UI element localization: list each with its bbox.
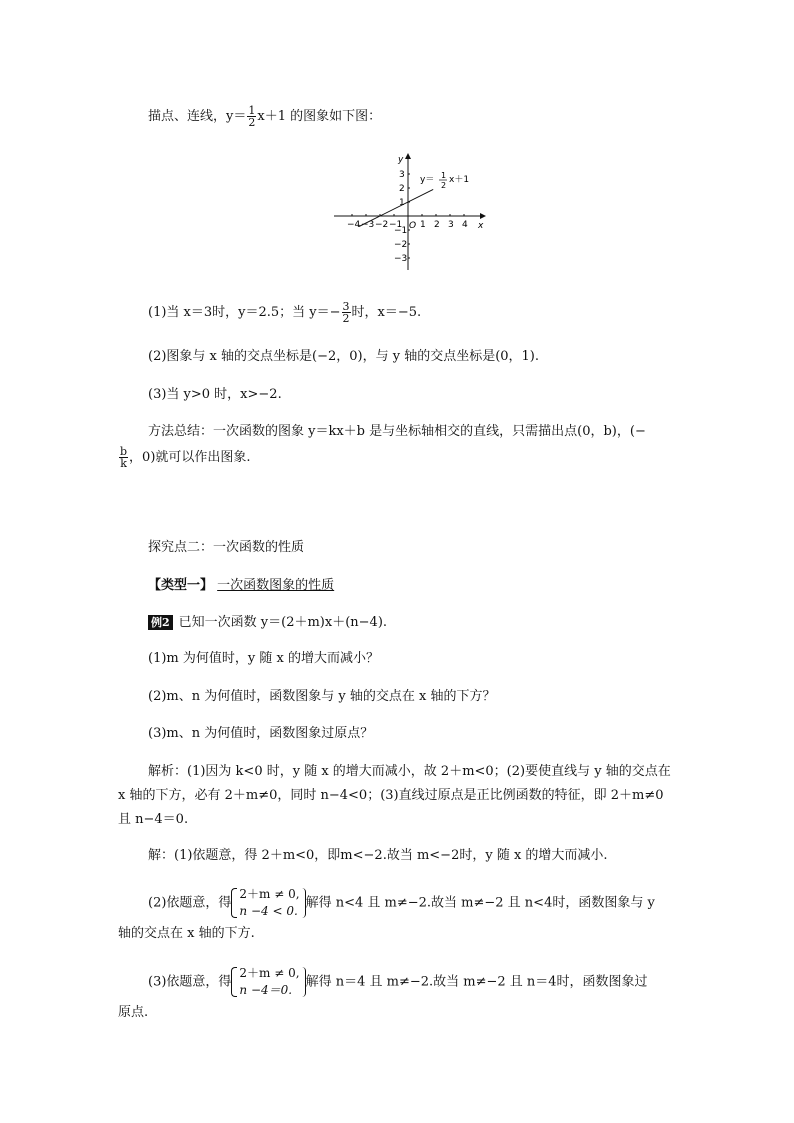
question-1: (1)m 为何值时，y 随 x 的增大而减小？ bbox=[148, 651, 379, 666]
y-tick-label: −2 bbox=[394, 240, 408, 250]
answer-1-prefix: (1)当 x＝3时，y＝2.5；当 y＝− bbox=[148, 305, 341, 320]
solution-3-eq1: 2＋m ≠ 0, bbox=[239, 966, 300, 980]
answer-1 bbox=[148, 301, 421, 324]
intro-fraction bbox=[247, 105, 256, 128]
x-axis-label: x bbox=[478, 221, 484, 231]
answer-1-suffix: 时，x＝−5. bbox=[351, 305, 422, 320]
x-tick-label: −4 bbox=[347, 220, 361, 230]
answer-2: (2)图象与 x 轴的交点坐标是(−2，0)，与 y 轴的交点坐标是(0，1). bbox=[148, 349, 540, 364]
solution-3-line2: 原点. bbox=[118, 1005, 149, 1020]
intro-frac-num: 1 bbox=[248, 104, 256, 117]
x-tick-label: −1 bbox=[389, 220, 403, 230]
x-tick-label: −3 bbox=[361, 220, 375, 230]
summary-suffix: ，0)就可以作出图象. bbox=[129, 450, 251, 465]
solution-1: 解：(1)依题意，得 2＋m<0，即m<−2.故当 m<−2时，y 随 x 的增大而减小. bbox=[148, 848, 608, 863]
eq-suffix: x＋1 bbox=[449, 175, 470, 185]
function-graph bbox=[330, 148, 490, 273]
solution-2-prefix: (2)依题意，得 bbox=[148, 895, 232, 911]
analysis-line1: 解析：(1)因为 k<0 时，y 随 x 的增大而减小，故 2＋m<0；(2)要使直线与 y 轴的交点在 bbox=[148, 764, 671, 779]
answer-1-frac-den: 2 bbox=[342, 312, 350, 325]
question-2: (2)m、n 为何值时，函数图象与 y 轴的交点在 x 轴的下方？ bbox=[148, 689, 496, 704]
summary-frac-num: b bbox=[120, 445, 128, 458]
analysis-line3: 且 n−4＝0. bbox=[118, 812, 189, 827]
example-badge: 例2 bbox=[148, 615, 173, 630]
eq-prefix: y＝ bbox=[420, 175, 435, 185]
x-tick-label: 1 bbox=[420, 220, 426, 230]
method-summary-line1: 方法总结：一次函数的图象 y＝kx＋b 是与坐标轴相交的直线，只需描出点(0，b)，(− bbox=[148, 424, 646, 439]
question-3: (3)m、n 为何值时，函数图象过原点？ bbox=[148, 726, 374, 741]
intro-frac-den: 2 bbox=[248, 116, 256, 129]
y-tick-label: 3 bbox=[399, 170, 405, 180]
line-equation-label bbox=[420, 171, 469, 190]
section-title: 探究点二：一次函数的性质 bbox=[148, 540, 305, 555]
solution-3-line1 bbox=[148, 965, 648, 999]
solution-2-suffix: 解得 n<4 且 m≠−2.故当 m≠−2 且 n<4时，函数图象与 y bbox=[305, 895, 655, 911]
answer-3: (3)当 y>0 时，x>−2. bbox=[148, 387, 282, 402]
solution-3-suffix: 解得 n＝4 且 m≠−2.故当 m≠−2 且 n＝4时，函数图象过 bbox=[305, 974, 648, 990]
eq-num: 1 bbox=[441, 171, 447, 180]
solution-3-eq2: n −4＝0. bbox=[239, 983, 293, 997]
x-tick-label: 4 bbox=[462, 220, 468, 230]
answer-1-frac-num: 3 bbox=[342, 300, 350, 313]
y-axis-label: y bbox=[398, 155, 404, 165]
method-summary-line2 bbox=[118, 446, 251, 469]
example-line bbox=[148, 613, 387, 633]
intro-prefix: 描点、连线，y＝ bbox=[148, 109, 247, 124]
x-tick-label: 3 bbox=[448, 220, 454, 230]
solution-2-eq2: n −4 < 0. bbox=[239, 904, 298, 918]
analysis-line2: x 轴的下方，必有 2＋m≠0，同时 n−4<0；(3)直线过原点是正比例函数的特征，即 2＋m≠0 bbox=[118, 788, 664, 803]
type-bracket: 【类型一】 bbox=[148, 578, 214, 593]
intro-line bbox=[148, 105, 381, 128]
intro-suffix: x＋1 的图象如下图： bbox=[257, 109, 382, 124]
y-tick-label: −3 bbox=[394, 254, 408, 264]
origin-label: O bbox=[409, 221, 417, 231]
solution-2-line2: 轴的交点在 x 轴的下方. bbox=[118, 926, 255, 941]
summary-fraction bbox=[119, 446, 128, 469]
solution-2-eq1: 2＋m ≠ 0, bbox=[239, 887, 300, 901]
summary-frac-den: k bbox=[120, 457, 127, 470]
solution-3-system bbox=[231, 965, 305, 999]
type-title: 一次函数图象的性质 bbox=[217, 578, 335, 593]
solution-3-prefix: (3)依题意，得 bbox=[148, 974, 232, 990]
x-tick-label: 2 bbox=[434, 220, 440, 230]
example-text: 已知一次函数 y＝(2＋m)x＋(n−4). bbox=[178, 615, 388, 630]
y-tick-label: 1 bbox=[399, 198, 405, 208]
solution-2-system bbox=[231, 886, 305, 920]
answer-1-fraction bbox=[342, 301, 351, 324]
type-heading bbox=[148, 576, 334, 596]
x-tick-label: −2 bbox=[375, 220, 389, 230]
y-tick-label: −1 bbox=[394, 226, 408, 236]
eq-den: 2 bbox=[441, 181, 447, 190]
solution-2-line1 bbox=[148, 886, 655, 920]
y-tick-label: 2 bbox=[399, 184, 405, 194]
